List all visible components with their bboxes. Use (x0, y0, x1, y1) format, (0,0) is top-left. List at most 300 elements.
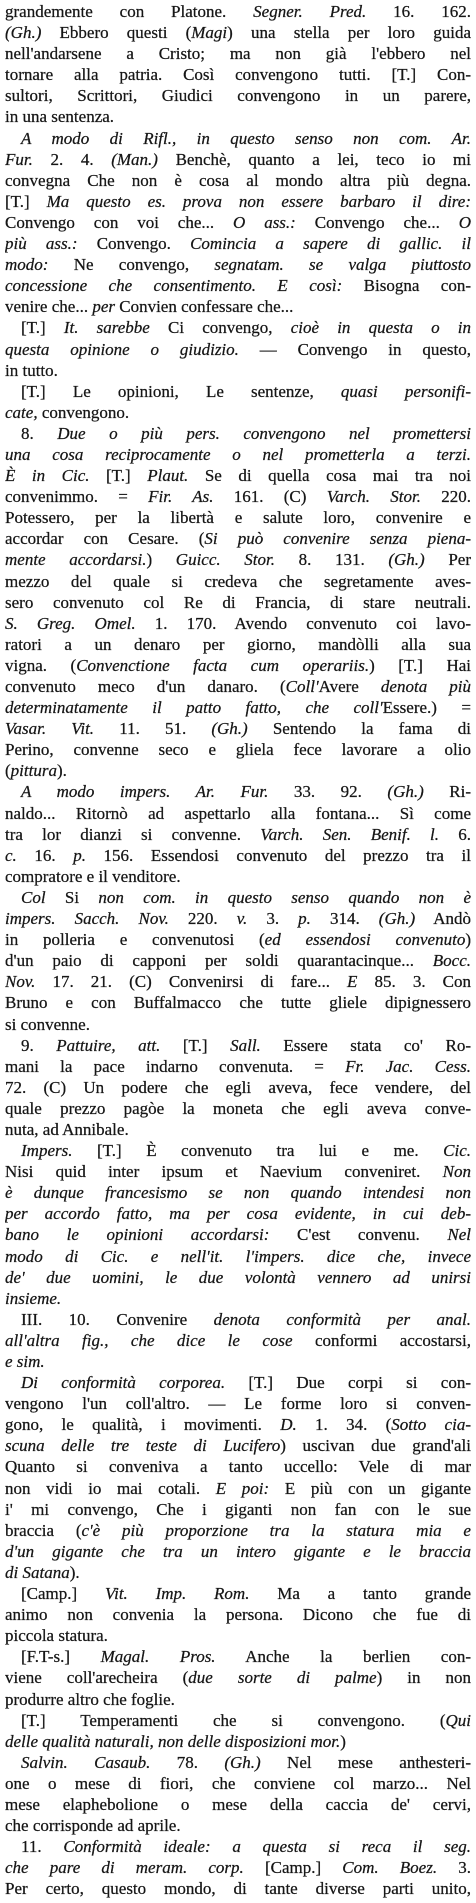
roman-text: sultori, Scrittori, Giudici convengono in un parere, (5, 86, 471, 106)
dictionary-paragraph (5, 1583, 471, 1646)
roman-text: ) (146, 550, 176, 570)
italic-text: è dunque francesismo se non quando intendesi non (5, 1183, 471, 1203)
text-line (5, 128, 471, 149)
roman-text: Nel mese anthesteri- (260, 1752, 471, 1772)
roman-text: Nisi quid inter ipsum et Naevium conveniret. (5, 1162, 443, 1182)
text-line (5, 317, 471, 338)
roman-text: Benchè, quanto a lei, teco io mi (157, 149, 471, 169)
italic-text: ed essendosi convenuto (264, 930, 466, 950)
text-line (5, 191, 471, 212)
roman-text: 1. 170. Avendo convenuto coi lavo- (135, 613, 471, 633)
roman-text: Si (45, 887, 99, 907)
text-line (5, 549, 471, 570)
italic-text: (Gh.) (378, 909, 416, 929)
text-line (5, 22, 471, 43)
text-line (5, 1246, 471, 1267)
roman-text: mani la pace indarno convenuta. = (5, 1056, 346, 1076)
italic-text: di Satana (5, 1562, 70, 1582)
italic-text: una cosa reciprocamente o nel prometterla a terzi. (5, 444, 471, 464)
italic-text: Bocc. (432, 951, 471, 971)
italic-text: Vasar. Vit. (5, 719, 95, 739)
text-line (5, 760, 471, 781)
italic-text: due sorte di palme (188, 1668, 377, 1688)
italic-text: de' due uomini, le due volontà vennero ad unirsi (5, 1267, 471, 1287)
text-line (5, 1646, 471, 1667)
roman-text: Sentendo la fama di (247, 719, 471, 739)
italic-text: insieme. (5, 1288, 62, 1308)
italic-text: Ma questo es. prova non essere barbaro il dire: (46, 191, 471, 211)
roman-text: Essere stata co' Ro- (260, 1035, 471, 1055)
text-line (5, 444, 471, 465)
italic-text: O (458, 212, 471, 232)
roman-text: produrre altro che foglie. (5, 1689, 175, 1709)
italic-text: È in Cic. (5, 466, 90, 486)
italic-text: Plaut. (147, 466, 189, 486)
text-line (5, 1520, 471, 1541)
italic-text: denota conformità per anal. (213, 1309, 471, 1329)
roman-text: Anche la berlien con- (215, 1647, 471, 1667)
text-line (5, 1014, 471, 1035)
text-line (5, 1056, 471, 1077)
italic-text: Com. Boez. (342, 1858, 438, 1878)
roman-text: Quanto si conveniva a tanto uccello: Vele di mar (5, 1457, 471, 1477)
roman-text: Convien confessare che... (115, 297, 294, 317)
italic-text: (Gh.) (387, 782, 424, 802)
italic-text: E poi: (215, 1478, 270, 1498)
text-line (5, 106, 471, 127)
italic-text: che pare di meram. corp. (5, 1858, 244, 1878)
roman-text: ratori a un denaro per giorno, mandòlli alla sua (5, 634, 471, 654)
text-line (5, 212, 471, 233)
dictionary-paragraph (5, 317, 471, 380)
roman-text: 161. (C) (213, 487, 327, 507)
italic-text: Impers. (21, 1141, 73, 1161)
text-line (5, 781, 471, 802)
text-line (5, 381, 471, 402)
dictionary-paragraph (5, 781, 471, 886)
text-line (5, 1731, 471, 1752)
roman-text: E più con un gigante (269, 1478, 471, 1498)
italic-text: Di conformità corporea. (21, 1373, 226, 1393)
italic-text: A modo di Rifl., in questo senso non com. Ar. (21, 128, 471, 148)
roman-text: nuta, ad Annibale. (5, 1119, 129, 1139)
text-line (5, 1794, 471, 1815)
italic-text: Qui (445, 1710, 471, 1730)
roman-text: Se di quella cosa mai tra noi (188, 466, 471, 486)
italic-text: Vit. Imp. Rom. (104, 1584, 250, 1604)
roman-text: Ri- (423, 782, 471, 802)
italic-text: E (347, 972, 358, 992)
italic-text: determinatamente il patto fatto, che coll' (5, 698, 383, 718)
text-line (5, 1203, 471, 1224)
italic-text: S. Greg. Omel. (5, 613, 136, 633)
text-line (5, 507, 471, 528)
text-line (5, 1815, 471, 1836)
roman-text: [T.] Temperamenti che si convengono. ( (21, 1710, 446, 1730)
roman-text: 8. 131. (274, 550, 389, 570)
roman-text: ) (340, 1731, 346, 1751)
roman-text: [T.] (21, 318, 64, 338)
roman-text: 3. (247, 909, 299, 929)
italic-text: p. (73, 845, 86, 865)
text-line (5, 1267, 471, 1288)
roman-text: in una sentenza. (5, 107, 115, 127)
italic-text: denota più (358, 677, 471, 696)
roman-text: 220. (420, 487, 471, 507)
roman-text: 17. 21. (C) Convenirsi di fare... (35, 972, 348, 992)
italic-text: più ass.: (5, 234, 78, 254)
roman-text: quale prezzo pagòe la moneta che egli aveva conve- (5, 1098, 471, 1118)
text-line (5, 676, 471, 697)
italic-text: cioè in questa o in (290, 318, 471, 338)
roman-text: [Camp.] (243, 1858, 343, 1878)
text-line (5, 465, 471, 486)
text-line (5, 845, 471, 866)
italic-text: Fur. (5, 149, 33, 169)
italic-text: Guicc. Stor. (175, 550, 275, 570)
roman-text: Ma a tanto grande (249, 1584, 471, 1604)
text-line (5, 1710, 471, 1731)
italic-text: Col (21, 887, 46, 907)
text-line (5, 254, 471, 275)
roman-text: Bisogna con- (342, 276, 471, 296)
text-line (5, 1182, 471, 1203)
italic-text: Nov. (5, 972, 36, 992)
roman-text: 6. (439, 824, 471, 844)
roman-text: gono, le qualità, i movimenti. (5, 1415, 281, 1435)
italic-text: cate, (5, 402, 38, 422)
italic-text: Magi (191, 23, 228, 43)
roman-text: 72. (C) Un podere che egli aveva, fece vendere, del (5, 1077, 471, 1097)
italic-text: e sim. (5, 1352, 45, 1371)
roman-text: [Camp.] (21, 1584, 105, 1604)
dictionary-paragraph (5, 1309, 471, 1372)
text-line (5, 1456, 471, 1477)
text-line (5, 1562, 471, 1583)
dictionary-paragraph (5, 381, 471, 423)
roman-text: Ebbero questi ( (41, 23, 192, 43)
italic-text: Cic. (443, 1141, 471, 1161)
roman-text: 9. (21, 1035, 57, 1055)
roman-text: piccola statura. (5, 1626, 108, 1646)
text-line (5, 613, 471, 634)
roman-text: Ne convengo, (48, 255, 215, 275)
roman-text: Per certo, questo mondo, di tante diverse parti unito, (5, 1879, 471, 1899)
roman-text: tra lor dianzi si convenne. (5, 824, 261, 844)
roman-text: in polleria e convenutosi ( (5, 930, 265, 950)
text-line (5, 1541, 471, 1562)
roman-text: [T.] (160, 1035, 231, 1055)
text-line (5, 1, 471, 22)
text-line (5, 1288, 471, 1309)
roman-text: III. 10. Convenire (21, 1309, 214, 1329)
roman-text: viene coll'arecheira ( (5, 1668, 189, 1688)
text-line (5, 739, 471, 760)
text-line (5, 170, 471, 191)
text-line (5, 1878, 471, 1899)
italic-text: A modo impers. Ar. Fur. (21, 782, 269, 802)
text-line (5, 634, 471, 655)
italic-text: delle qualità naturali, non delle disposizioni mor. (5, 1731, 341, 1751)
text-line (5, 1625, 471, 1646)
roman-text: mese elaphebolione o mese della caccia de' cervi, (5, 1794, 471, 1814)
roman-text: conformi accostarsi, (314, 1330, 471, 1350)
roman-text: 220. (168, 909, 237, 929)
roman-text: 78. (150, 1752, 225, 1772)
text-line (5, 1330, 471, 1351)
roman-text: Per (424, 550, 471, 570)
roman-text: convegna Che non è cosa al mondo altra più degna. (5, 170, 471, 190)
text-line (5, 1414, 471, 1435)
roman-text: che corrisponde ad aprile. (5, 1816, 181, 1836)
text-line (5, 1604, 471, 1625)
italic-text: impers. Sacch. Nov. (5, 909, 169, 929)
dictionary-paragraph (5, 128, 471, 318)
text-line (5, 423, 471, 444)
roman-text: ). (69, 1562, 80, 1582)
italic-text: (Gh.) (211, 719, 248, 739)
text-line (5, 803, 471, 824)
text-line (5, 1435, 471, 1456)
text-line (5, 339, 471, 360)
italic-text: (Man.) (111, 149, 158, 169)
text-line (5, 1773, 471, 1794)
text-line (5, 571, 471, 592)
roman-text: 1. 34. ( (296, 1415, 392, 1435)
italic-text: Conformità ideale: a questa si reca il seg. (63, 1837, 471, 1857)
dictionary-paragraph (5, 1752, 471, 1836)
italic-text: Nel (447, 1225, 471, 1245)
roman-text: grandemente con Platone. (5, 2, 254, 21)
italic-text: Varch. Stor. (326, 487, 421, 507)
roman-text: [F.T-s.] (21, 1647, 101, 1667)
roman-text: Perino, convenne seco e gliela fece lavorare a olio (5, 740, 471, 760)
italic-text: (Gh.) (5, 23, 42, 43)
italic-text: (Gh.) (224, 1752, 261, 1772)
roman-text: [T.] Le opinioni, Le sentenze, (21, 381, 341, 401)
roman-text: Convengo con voi che... (5, 212, 234, 232)
italic-text: Sall. (230, 1035, 261, 1055)
text-line (5, 1351, 471, 1372)
text-line (5, 1667, 471, 1688)
text-line (5, 1836, 471, 1857)
italic-text: (Gh.) (388, 550, 425, 570)
italic-text: Coll' (285, 677, 319, 696)
text-line (5, 296, 471, 317)
italic-text: quasi personifi- (340, 381, 471, 401)
dictionary-paragraph (5, 1710, 471, 1752)
italic-text: segnatam. se valga piuttosto (214, 255, 471, 275)
roman-text: Convengo che... (295, 212, 459, 232)
italic-text: modo: (5, 255, 49, 275)
text-line (5, 950, 471, 971)
roman-text: Potessero, per la libertà e salute loro, convenire e (5, 508, 471, 528)
text-line (5, 1372, 471, 1393)
roman-text: i' mi convengo, Che i giganti non fan con le sue (5, 1499, 471, 1519)
text-line (5, 402, 471, 423)
roman-text: vengono l'un coll'altro. — Le forme loro si conven- (5, 1394, 471, 1414)
roman-text: Bruno e con Buffalmacco che tutte gliele dipignessero (5, 993, 471, 1013)
text-line (5, 1098, 471, 1119)
roman-text: ( (5, 761, 11, 781)
text-line (5, 929, 471, 950)
italic-text: O ass.: (233, 212, 296, 232)
italic-text: questa opinione o giudizio. (5, 339, 239, 359)
roman-text: Essere.) = (382, 698, 471, 718)
text-line (5, 1499, 471, 1520)
italic-text: Non (442, 1162, 471, 1182)
italic-text: pittura (10, 761, 57, 781)
roman-text: vigna. ( (5, 655, 77, 675)
roman-text: Andò (415, 909, 471, 929)
text-line (5, 1161, 471, 1182)
text-line (5, 866, 471, 887)
text-line (5, 1077, 471, 1098)
dictionary-paragraph (5, 1836, 471, 1899)
roman-text: convenuto meco d'un danaro. ( (5, 677, 286, 696)
roman-text: 3. (437, 1858, 471, 1878)
roman-text: [T.] (89, 466, 148, 486)
roman-text: nell'andarsene a Cristo; ma non già l'ebbero nel (5, 44, 471, 64)
roman-text: sero convenuto col Re di Francia, di stare neutrali. (5, 592, 471, 612)
text-line (5, 1140, 471, 1161)
italic-text: D. (280, 1415, 297, 1435)
italic-text: concessione che consentimento. E così: (5, 276, 343, 296)
roman-text: Avere (318, 677, 359, 696)
roman-text: convenimmo. = (5, 487, 149, 507)
roman-text: 16. (16, 845, 74, 865)
roman-text: convengono. (37, 402, 130, 422)
text-line (5, 992, 471, 1013)
text-line (5, 1478, 471, 1499)
text-line (5, 85, 471, 106)
roman-text: venire che... (5, 297, 93, 317)
italic-text: Sotto cia- (391, 1415, 471, 1435)
roman-text: ) uscivan due grand'ali (280, 1436, 471, 1456)
roman-text: ) una stella per loro guida (227, 23, 471, 43)
text-line (5, 887, 471, 908)
italic-text: Comincia a sapere di gallic. il (190, 234, 471, 254)
roman-text: [T.] Due corpi si con- (225, 1373, 471, 1393)
text-line (5, 1119, 471, 1140)
italic-text: bano le opinioni accordarsi: (5, 1225, 270, 1245)
text-line (5, 592, 471, 613)
dictionary-paragraph (5, 1372, 471, 1583)
italic-text: Si può convenire senza piena- (204, 529, 471, 549)
italic-text: d'un gigante che tra un intero gigante e le braccia (5, 1541, 471, 1561)
italic-text: per accordo fatto, ma per cosa evidente, in cui deb- (5, 1204, 471, 1224)
roman-text: 16. 162. (366, 2, 471, 21)
roman-text: 156. Essendosi convenuto del prezzo tra il (85, 845, 471, 865)
roman-text: in tutto. (5, 360, 58, 380)
italic-text: v. (236, 909, 248, 929)
italic-text: scuna delle tre teste di Lucifero (5, 1436, 281, 1456)
text-line (5, 43, 471, 64)
text-line (5, 275, 471, 296)
dictionary-paragraph (5, 887, 471, 1035)
text-line (5, 149, 471, 170)
roman-text: 314. (310, 909, 379, 929)
roman-text: naldo... Ritornò ad aspettarlo alla fontana... Sì come (5, 803, 471, 823)
roman-text: d'un paio di capponi per soldi quarantacinque... (5, 951, 433, 971)
roman-text: ) in non (376, 1668, 471, 1688)
italic-text: Due o più pers. convengono nel promettersi (57, 423, 471, 443)
italic-text: per (92, 297, 115, 317)
dictionary-paragraph (5, 423, 471, 782)
roman-text: ). (56, 761, 67, 781)
dictionary-paragraph (5, 1646, 471, 1709)
roman-text: 2. 4. (32, 149, 112, 169)
roman-text: 11. (21, 1837, 64, 1857)
text-line (5, 1857, 471, 1878)
roman-text: one o mese di fiori, che conviene col marzo... Nel (5, 1773, 471, 1793)
italic-text: It. sarebbe (63, 318, 150, 338)
roman-text: 33. 92. (268, 782, 388, 802)
italic-text: c'è più proporzione tra la statura mia e (81, 1520, 471, 1540)
dictionary-paragraph (5, 1140, 471, 1309)
italic-text: Varch. Sen. Benif. l. (260, 824, 440, 844)
text-line (5, 64, 471, 85)
italic-text: all'altra fig., che dice le cose (5, 1330, 315, 1350)
italic-text: Magal. Pros. (100, 1647, 216, 1667)
roman-text: si convenne. (5, 1014, 90, 1034)
dictionary-paragraph (5, 1035, 471, 1140)
text-line (5, 697, 471, 718)
text-line (5, 824, 471, 845)
roman-text: — Convengo in questo, (238, 339, 471, 359)
roman-text: mezzo del quale si credeva che segretamente aves- (5, 571, 471, 591)
text-line (5, 655, 471, 676)
text-line (5, 1309, 471, 1330)
italic-text: Pattuire, att. (56, 1035, 161, 1055)
roman-text: non vidi io mai cotali. (5, 1478, 216, 1498)
italic-text: c. (5, 845, 17, 865)
italic-text: Fr. Jac. Cess. (345, 1056, 471, 1076)
text-line (5, 233, 471, 254)
italic-text: Fir. As. (148, 487, 214, 507)
roman-text: [T.] (5, 191, 47, 211)
italic-text: modo di Cic. e nell'it. l'impers. dice che, invece (5, 1246, 471, 1266)
roman-text: [T.] È convenuto tra lui e me. (72, 1141, 444, 1161)
roman-text: braccia ( (5, 1520, 82, 1540)
italic-text: Segner. Pred. (253, 2, 367, 21)
roman-text: animo non convenia la persona. Dicono che fue di (5, 1605, 471, 1625)
roman-text: 8. (21, 423, 58, 443)
roman-text: C'est convenu. (269, 1225, 448, 1245)
roman-text: 85. 3. Con (357, 972, 471, 992)
text-line (5, 718, 471, 739)
text-line (5, 1224, 471, 1245)
italic-text: mente accordarsi. (5, 550, 147, 570)
text-line (5, 971, 471, 992)
roman-text: tornare alla patria. Così convengono tutti. [T.] Con- (5, 65, 471, 85)
italic-text: p. (298, 909, 311, 929)
text-line (5, 360, 471, 381)
italic-text: non com. in questo senso quando non è (98, 887, 471, 907)
text-line (5, 486, 471, 507)
roman-text: ) [T.] Hai (369, 655, 471, 675)
text-line (5, 1393, 471, 1414)
roman-text: 11. 51. (94, 719, 212, 739)
roman-text: compratore e il venditore. (5, 866, 181, 886)
text-line (5, 1752, 471, 1773)
roman-text: accordar con Cesare. ( (5, 529, 205, 549)
roman-text: Convengo. (77, 234, 191, 254)
roman-text: Ci convengo, (149, 318, 291, 338)
text-line (5, 908, 471, 929)
roman-text: ) (465, 930, 471, 950)
text-line (5, 1583, 471, 1604)
